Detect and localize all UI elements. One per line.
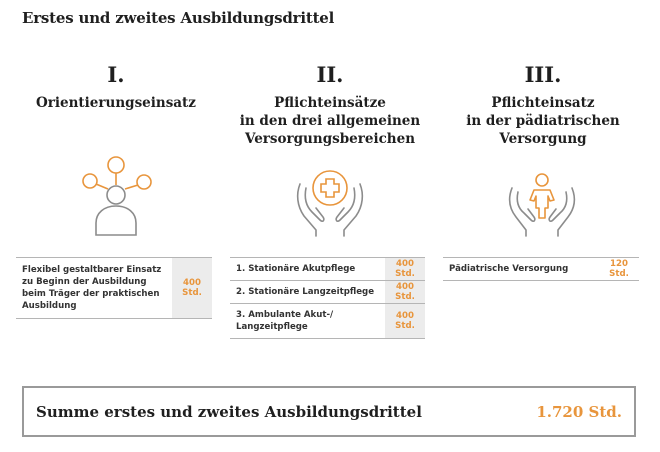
heading-line: in der pädiatrischen bbox=[466, 113, 620, 129]
item-label-line: beim Träger der praktischen bbox=[22, 289, 160, 299]
hours-table-orientierung bbox=[16, 257, 212, 319]
hours-table-pflichteinsaetze bbox=[230, 257, 425, 339]
item-label bbox=[16, 258, 172, 319]
item-label-line: Langzeitpflege bbox=[236, 322, 308, 332]
summary-value: 1.720 Std. bbox=[536, 403, 622, 421]
item-hours: 400 Std. bbox=[385, 281, 425, 304]
table-row bbox=[230, 258, 425, 281]
item-label-line: Ausbildung bbox=[22, 301, 77, 311]
column-pflichteinsaetze bbox=[230, 60, 430, 148]
summary-label: Summe erstes und zweites Ausbildungsdrittel bbox=[36, 403, 422, 421]
heading-line: Orientierungseinsatz bbox=[36, 95, 196, 111]
column-heading bbox=[16, 94, 216, 112]
column-heading bbox=[230, 94, 430, 148]
column-numeral: I. bbox=[107, 62, 125, 87]
item-hours: 400 Std. bbox=[385, 304, 425, 339]
item-hours: 400 Std. bbox=[385, 258, 425, 281]
column-orientierungseinsatz bbox=[16, 60, 216, 112]
table-row bbox=[230, 304, 425, 339]
column-paediatrie bbox=[443, 60, 643, 148]
item-label-line: 3. Ambulante Akut-/ bbox=[236, 310, 334, 320]
heading-line: in den drei allgemeinen bbox=[239, 113, 421, 129]
heading-line: Pflichteinsätze bbox=[274, 95, 386, 111]
hands-child-icon bbox=[504, 170, 580, 238]
heading-line: Versorgungsbereichen bbox=[244, 131, 416, 147]
table-row bbox=[16, 258, 212, 319]
item-label-line: Flexibel gestaltbarer Einsatz bbox=[22, 265, 162, 275]
hours-table-paediatrie bbox=[443, 257, 639, 281]
column-numeral: II. bbox=[316, 62, 344, 87]
summary-box bbox=[22, 386, 636, 437]
item-label: 1. Stationäre Akutpflege bbox=[236, 264, 356, 274]
person-network-icon bbox=[74, 155, 158, 239]
heading-line: Versorgung bbox=[499, 131, 587, 147]
item-label: Pädiatrische Versorgung bbox=[449, 264, 569, 274]
page-title: Erstes und zweites Ausbildungsdrittel bbox=[22, 9, 335, 27]
heading-line: Pflichteinsatz bbox=[491, 95, 595, 111]
item-hours: 400 Std. bbox=[172, 258, 212, 319]
table-row bbox=[443, 258, 639, 281]
item-hours: 120 Std. bbox=[599, 258, 639, 281]
item-label bbox=[230, 304, 385, 339]
hands-medical-cross-icon bbox=[292, 166, 368, 238]
table-row bbox=[230, 281, 425, 304]
column-numeral: III. bbox=[524, 62, 562, 87]
column-heading bbox=[443, 94, 643, 148]
item-label: 2. Stationäre Langzeitpflege bbox=[236, 287, 375, 297]
item-label-line: zu Beginn der Ausbildung bbox=[22, 277, 147, 287]
